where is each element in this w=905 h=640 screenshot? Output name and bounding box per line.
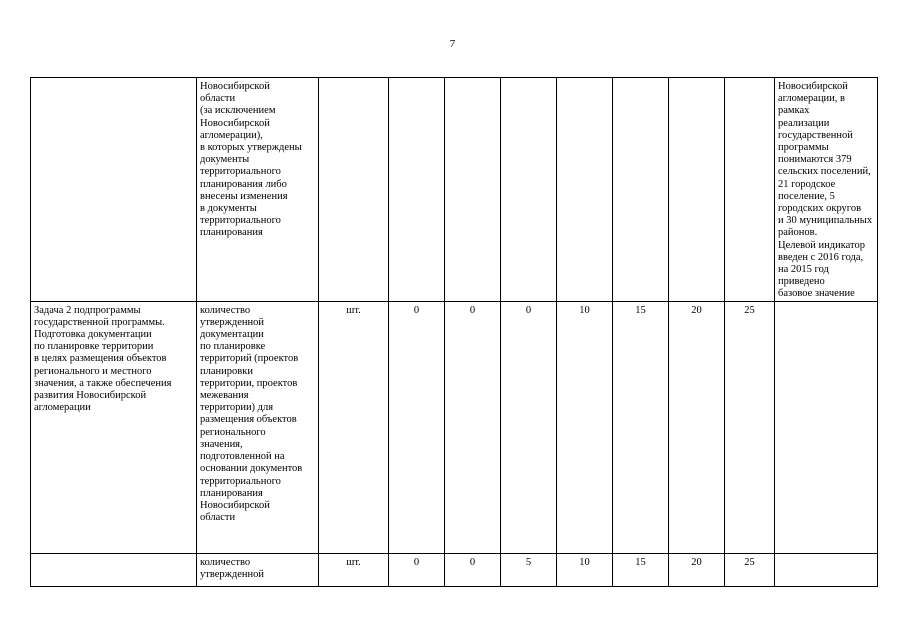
unit-cell: шт. (319, 301, 389, 553)
page-number: 7 (449, 38, 456, 50)
value-cell (501, 78, 557, 302)
table-row (31, 301, 878, 553)
value-cell: 0 (501, 301, 557, 553)
value-cell (669, 78, 725, 302)
value-cell (389, 78, 445, 302)
value-cell: 20 (669, 301, 725, 553)
indicators-table (30, 77, 878, 587)
value-cell: 0 (445, 301, 501, 553)
value-cell: 20 (669, 553, 725, 586)
value-cell: 5 (501, 553, 557, 586)
indicator-cell: количество утвержденной документации по планировке территорий (проектов планировки территории, проектов межевания территории) для размещения объектов регионального значения, подготовленной на основании документов территориального планирования Новосибирской области (197, 301, 319, 553)
indicator-cell: Новосибирской области (за исключением Новосибирской агломерации), в которых утверждены документы территориального планирования либо внесены изменения в документы территориального планирования (197, 78, 319, 302)
note-cell (775, 553, 878, 586)
value-cell (445, 78, 501, 302)
unit-cell: шт. (319, 553, 389, 586)
value-cell (725, 78, 775, 302)
value-cell: 15 (613, 301, 669, 553)
task-cell (31, 78, 197, 302)
indicator-cell: количество утвержденной (197, 553, 319, 586)
unit-cell (319, 78, 389, 302)
value-cell: 10 (557, 553, 613, 586)
task-cell: Задача 2 подпрограммы государственной программы. Подготовка документации по планировке территории в целях размещения объектов регионального и местного значения, а также обеспечения развития Новосибирской агломерации (31, 301, 197, 553)
table-row (31, 553, 878, 586)
value-cell: 15 (613, 553, 669, 586)
value-cell (613, 78, 669, 302)
task-cell (31, 553, 197, 586)
value-cell: 10 (557, 301, 613, 553)
value-cell: 0 (389, 553, 445, 586)
value-cell: 25 (725, 301, 775, 553)
value-cell (557, 78, 613, 302)
note-cell: Новосибирской агломерации, в рамках реализации государственной программы понимаются 379 сельских поселений, 21 городское поселение, 5 городских округов и 30 муниципальных районов. Целевой индикатор введен с 2016 года, на 2015 год приведено базовое значение (775, 78, 878, 302)
note-cell (775, 301, 878, 553)
value-cell: 0 (445, 553, 501, 586)
value-cell: 25 (725, 553, 775, 586)
table-row (31, 78, 878, 302)
value-cell: 0 (389, 301, 445, 553)
